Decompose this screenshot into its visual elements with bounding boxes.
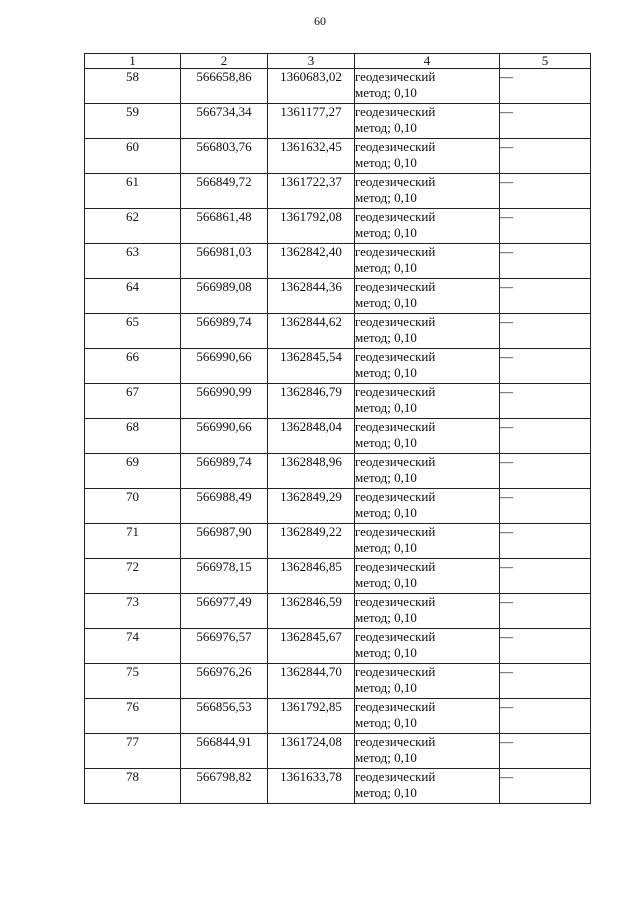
method-line-1: геодезический (355, 524, 436, 539)
column-header-2: 2 (181, 54, 268, 69)
method-cell (355, 559, 500, 594)
coordinate-y: 1361792,08 (268, 209, 355, 244)
column-5-value: — (500, 174, 591, 209)
table-row (85, 769, 591, 804)
table-row (85, 699, 591, 734)
method-cell (355, 384, 500, 419)
method-line-1: геодезический (355, 734, 436, 749)
method-cell (355, 314, 500, 349)
method-line-1: геодезический (355, 349, 436, 364)
coordinate-y: 1362845,67 (268, 629, 355, 664)
column-5-value: — (500, 594, 591, 629)
coordinate-y: 1362844,70 (268, 664, 355, 699)
point-number: 78 (85, 769, 181, 804)
table-row (85, 524, 591, 559)
table-row (85, 139, 591, 174)
method-cell (355, 734, 500, 769)
coordinate-y: 1361177,27 (268, 104, 355, 139)
coordinate-y: 1362849,22 (268, 524, 355, 559)
coordinate-x: 566988,49 (181, 489, 268, 524)
table-row (85, 454, 591, 489)
column-5-value: — (500, 489, 591, 524)
coordinate-x: 566989,74 (181, 314, 268, 349)
method-line-1: геодезический (355, 104, 436, 119)
coordinate-y: 1362846,59 (268, 594, 355, 629)
method-line-1: геодезический (355, 279, 436, 294)
method-line-2: метод; 0,10 (355, 365, 417, 380)
method-line-1: геодезический (355, 419, 436, 434)
coordinate-x: 566987,90 (181, 524, 268, 559)
coordinate-y: 1360683,02 (268, 69, 355, 104)
table-row (85, 629, 591, 664)
coordinate-y: 1361724,08 (268, 734, 355, 769)
method-line-2: метод; 0,10 (355, 330, 417, 345)
method-cell (355, 209, 500, 244)
method-line-2: метод; 0,10 (355, 680, 417, 695)
method-line-1: геодезический (355, 699, 436, 714)
point-number: 71 (85, 524, 181, 559)
column-5-value: — (500, 559, 591, 594)
method-line-1: геодезический (355, 454, 436, 469)
coordinate-y: 1362846,85 (268, 559, 355, 594)
table-row (85, 384, 591, 419)
method-line-1: геодезический (355, 174, 436, 189)
coordinate-y: 1362844,62 (268, 314, 355, 349)
method-cell (355, 174, 500, 209)
column-5-value: — (500, 769, 591, 804)
coordinate-x: 566989,08 (181, 279, 268, 314)
column-5-value: — (500, 244, 591, 279)
coordinate-y: 1361722,37 (268, 174, 355, 209)
column-header-1: 1 (85, 54, 181, 69)
point-number: 65 (85, 314, 181, 349)
point-number: 69 (85, 454, 181, 489)
point-number: 63 (85, 244, 181, 279)
method-cell (355, 349, 500, 384)
method-cell (355, 664, 500, 699)
column-5-value: — (500, 69, 591, 104)
method-cell (355, 699, 500, 734)
method-cell (355, 594, 500, 629)
method-cell (355, 524, 500, 559)
point-number: 74 (85, 629, 181, 664)
method-line-2: метод; 0,10 (355, 400, 417, 415)
coordinate-x: 566981,03 (181, 244, 268, 279)
method-line-2: метод; 0,10 (355, 750, 417, 765)
coordinate-y: 1362842,40 (268, 244, 355, 279)
column-header-5: 5 (500, 54, 591, 69)
coordinate-x: 566990,66 (181, 419, 268, 454)
method-line-1: геодезический (355, 69, 436, 84)
column-5-value: — (500, 699, 591, 734)
point-number: 76 (85, 699, 181, 734)
method-line-2: метод; 0,10 (355, 540, 417, 555)
point-number: 73 (85, 594, 181, 629)
method-cell (355, 69, 500, 104)
method-line-1: геодезический (355, 559, 436, 574)
column-5-value: — (500, 629, 591, 664)
coordinate-x: 566978,15 (181, 559, 268, 594)
point-number: 64 (85, 279, 181, 314)
column-5-value: — (500, 349, 591, 384)
method-line-1: геодезический (355, 314, 436, 329)
column-5-value: — (500, 454, 591, 489)
coordinate-y: 1362846,79 (268, 384, 355, 419)
coordinate-x: 566849,72 (181, 174, 268, 209)
coordinate-y: 1362849,29 (268, 489, 355, 524)
table-row (85, 594, 591, 629)
table-row (85, 664, 591, 699)
page-number: 60 (314, 14, 326, 28)
method-line-1: геодезический (355, 209, 436, 224)
column-5-value: — (500, 209, 591, 244)
method-line-1: геодезический (355, 244, 436, 259)
table-row (85, 314, 591, 349)
table-header-row (85, 54, 591, 69)
method-line-2: метод; 0,10 (355, 155, 417, 170)
point-number: 58 (85, 69, 181, 104)
point-number: 77 (85, 734, 181, 769)
point-number: 68 (85, 419, 181, 454)
point-number: 60 (85, 139, 181, 174)
column-5-value: — (500, 279, 591, 314)
method-cell (355, 139, 500, 174)
method-cell (355, 104, 500, 139)
point-number: 70 (85, 489, 181, 524)
column-5-value: — (500, 104, 591, 139)
method-cell (355, 244, 500, 279)
coordinate-y: 1362848,04 (268, 419, 355, 454)
point-number: 59 (85, 104, 181, 139)
method-line-1: геодезический (355, 629, 436, 644)
method-line-2: метод; 0,10 (355, 715, 417, 730)
column-5-value: — (500, 524, 591, 559)
coordinate-x: 566990,66 (181, 349, 268, 384)
coordinate-x: 566798,82 (181, 769, 268, 804)
column-header-4: 4 (355, 54, 500, 69)
method-line-2: метод; 0,10 (355, 610, 417, 625)
method-cell (355, 629, 500, 664)
column-5-value: — (500, 734, 591, 769)
table-row (85, 174, 591, 209)
column-5-value: — (500, 314, 591, 349)
point-number: 72 (85, 559, 181, 594)
coordinate-x: 566734,34 (181, 104, 268, 139)
method-line-2: метод; 0,10 (355, 225, 417, 240)
coordinate-x: 566658,86 (181, 69, 268, 104)
coordinate-x: 566989,74 (181, 454, 268, 489)
method-line-2: метод; 0,10 (355, 575, 417, 590)
table-row (85, 69, 591, 104)
point-number: 75 (85, 664, 181, 699)
table-row (85, 104, 591, 139)
method-line-2: метод; 0,10 (355, 190, 417, 205)
method-line-1: геодезический (355, 384, 436, 399)
point-number: 67 (85, 384, 181, 419)
table-row (85, 209, 591, 244)
column-5-value: — (500, 419, 591, 454)
method-line-1: геодезический (355, 769, 436, 784)
coordinate-x: 566976,57 (181, 629, 268, 664)
point-number: 61 (85, 174, 181, 209)
table-body (85, 69, 591, 804)
method-cell (355, 279, 500, 314)
coordinate-y: 1361633,78 (268, 769, 355, 804)
table-row (85, 489, 591, 524)
method-line-2: метод; 0,10 (355, 645, 417, 660)
method-line-2: метод; 0,10 (355, 470, 417, 485)
column-5-value: — (500, 664, 591, 699)
table-row (85, 244, 591, 279)
point-number: 62 (85, 209, 181, 244)
method-line-2: метод; 0,10 (355, 120, 417, 135)
coordinates-table (84, 53, 591, 804)
method-line-1: геодезический (355, 594, 436, 609)
coordinate-y: 1362845,54 (268, 349, 355, 384)
coordinate-y: 1361792,85 (268, 699, 355, 734)
table-row (85, 419, 591, 454)
method-line-2: метод; 0,10 (355, 435, 417, 450)
coordinate-y: 1361632,45 (268, 139, 355, 174)
coordinate-y: 1362844,36 (268, 279, 355, 314)
method-line-1: геодезический (355, 139, 436, 154)
table-row (85, 734, 591, 769)
point-number: 66 (85, 349, 181, 384)
coordinate-x: 566844,91 (181, 734, 268, 769)
coordinate-x: 566990,99 (181, 384, 268, 419)
method-line-2: метод; 0,10 (355, 505, 417, 520)
coordinate-x: 566856,53 (181, 699, 268, 734)
method-line-2: метод; 0,10 (355, 785, 417, 800)
method-line-1: геодезический (355, 489, 436, 504)
column-header-3: 3 (268, 54, 355, 69)
method-cell (355, 419, 500, 454)
table-row (85, 349, 591, 384)
method-cell (355, 454, 500, 489)
column-5-value: — (500, 139, 591, 174)
table-row (85, 559, 591, 594)
coordinate-x: 566976,26 (181, 664, 268, 699)
coordinate-x: 566977,49 (181, 594, 268, 629)
column-5-value: — (500, 384, 591, 419)
coordinate-x: 566861,48 (181, 209, 268, 244)
method-line-2: метод; 0,10 (355, 260, 417, 275)
coordinate-y: 1362848,96 (268, 454, 355, 489)
method-cell (355, 769, 500, 804)
coordinate-x: 566803,76 (181, 139, 268, 174)
method-line-1: геодезический (355, 664, 436, 679)
table-row (85, 279, 591, 314)
method-cell (355, 489, 500, 524)
method-line-2: метод; 0,10 (355, 85, 417, 100)
method-line-2: метод; 0,10 (355, 295, 417, 310)
